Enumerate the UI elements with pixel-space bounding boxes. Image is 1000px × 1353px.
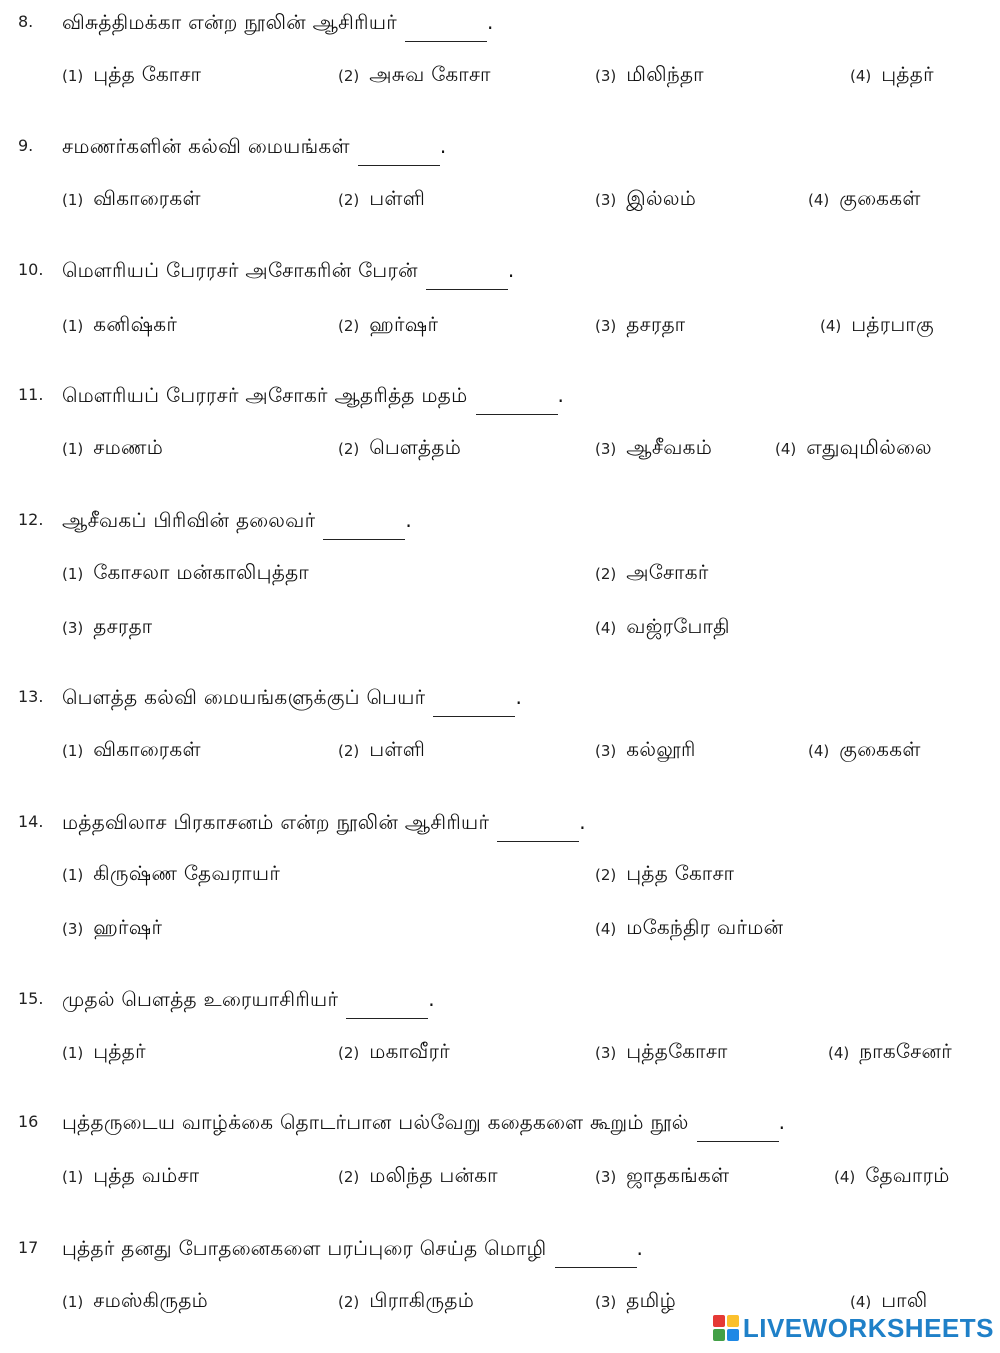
- option-3[interactable]: [595, 1031, 728, 1071]
- option-number: (4): [820, 317, 842, 335]
- question-text: மௌரியப் பேரரசர் அசோகரின் பேரன்: [62, 258, 418, 282]
- option-text: ஹர்ஷர்: [369, 312, 439, 336]
- option-number: (4): [834, 1168, 856, 1186]
- option-number: (1): [62, 317, 84, 335]
- option-4[interactable]: [595, 606, 730, 646]
- option-text: தசரதா: [626, 312, 686, 336]
- answer-blank[interactable]: [426, 265, 508, 290]
- answer-blank[interactable]: [697, 1117, 779, 1142]
- option-number: (4): [775, 440, 797, 458]
- option-text: சமஸ்கிருதம்: [93, 1288, 209, 1312]
- option-number: (2): [338, 317, 360, 335]
- option-number: (2): [338, 742, 360, 760]
- question-number: 11.: [18, 385, 44, 404]
- option-text: கோசலா மன்காலிபுத்தா: [93, 560, 309, 584]
- option-3[interactable]: [595, 1280, 676, 1320]
- option-4[interactable]: [808, 178, 921, 218]
- option-text: மகாவீரர்: [369, 1039, 451, 1063]
- logo-square: [727, 1315, 739, 1327]
- option-3[interactable]: [595, 427, 712, 467]
- option-number: (1): [62, 565, 84, 583]
- option-number: (3): [595, 1168, 617, 1186]
- option-text: நாகசேனர்: [859, 1039, 952, 1063]
- question-text: மௌரியப் பேரரசர் அசோகர் ஆதரித்த மதம்: [62, 383, 468, 407]
- option-number: (4): [808, 742, 830, 760]
- option-number: (3): [595, 1293, 617, 1311]
- option-1[interactable]: [62, 427, 163, 467]
- question-text: முதல் பௌத்த உரையாசிரியர்: [62, 987, 339, 1011]
- answer-blank[interactable]: [497, 817, 579, 842]
- question-text: புத்தருடைய வாழ்க்கை தொடர்பான பல்வேறு கதைகளை கூறும் நூல்: [62, 1110, 689, 1134]
- option-text: புத்த கோசா: [626, 861, 735, 885]
- option-number: (2): [338, 1293, 360, 1311]
- option-text: கல்லூரி: [626, 737, 696, 761]
- option-4[interactable]: [828, 1031, 952, 1071]
- option-3[interactable]: [62, 907, 162, 947]
- question-number: 14.: [18, 812, 44, 831]
- option-4[interactable]: [775, 427, 932, 467]
- option-1[interactable]: [62, 853, 280, 893]
- option-number: (2): [338, 1168, 360, 1186]
- option-4[interactable]: [834, 1155, 950, 1195]
- option-1[interactable]: [62, 54, 201, 94]
- option-1[interactable]: [62, 178, 201, 218]
- question-number: 10.: [18, 260, 44, 279]
- option-text: புத்தகோசா: [626, 1039, 728, 1063]
- option-number: (2): [595, 866, 617, 884]
- option-text: பிராகிருதம்: [369, 1288, 475, 1312]
- answer-blank[interactable]: [358, 141, 440, 166]
- question-text: புத்தர் தனது போதனைகளை பரப்புரை செய்த மொழி: [62, 1236, 547, 1260]
- option-3[interactable]: [595, 304, 685, 344]
- option-text: புத்த வம்சா: [93, 1163, 200, 1187]
- option-number: (2): [595, 565, 617, 583]
- question-number: 16: [18, 1112, 39, 1131]
- option-number: (3): [595, 67, 617, 85]
- option-2[interactable]: [595, 853, 734, 893]
- option-2[interactable]: [338, 729, 425, 769]
- option-3[interactable]: [62, 606, 152, 646]
- question-number: 13.: [18, 687, 44, 706]
- option-number: (4): [850, 1293, 872, 1311]
- option-number: (2): [338, 440, 360, 458]
- question-text: மத்தவிலாச பிரகாசனம் என்ற நூலின் ஆசிரியர்: [62, 810, 490, 834]
- liveworksheets-watermark: [713, 1311, 994, 1345]
- option-number: (1): [62, 1168, 84, 1186]
- option-text: பத்ரபாகு: [851, 312, 934, 336]
- question-text: விசுத்திமக்கா என்ற நூலின் ஆசிரியர்: [62, 10, 398, 34]
- option-number: (3): [595, 742, 617, 760]
- watermark-text: LIVEWORKSHEETS: [742, 1312, 994, 1343]
- option-3[interactable]: [595, 729, 696, 769]
- question-text: ஆசீவகப் பிரிவின் தலைவர்: [62, 508, 316, 532]
- option-2[interactable]: [338, 178, 425, 218]
- option-2[interactable]: [595, 552, 709, 592]
- option-text: எதுவுமில்லை: [806, 435, 932, 459]
- question-number: 8.: [18, 12, 34, 31]
- option-text: ஹர்ஷர்: [93, 915, 163, 939]
- option-number: (2): [338, 191, 360, 209]
- question-text: சமணர்களின் கல்வி மையங்கள்: [62, 134, 350, 158]
- liveworksheets-logo-icon: [713, 1315, 739, 1341]
- option-2[interactable]: [338, 427, 461, 467]
- answer-blank[interactable]: [346, 994, 428, 1019]
- option-text: விகாரைகள்: [93, 737, 201, 761]
- option-text: கிருஷ்ண தேவராயர்: [93, 861, 281, 885]
- option-1[interactable]: [62, 1155, 199, 1195]
- option-text: மிலிந்தா: [626, 62, 704, 86]
- option-number: (4): [595, 619, 617, 637]
- option-text: பள்ளி: [369, 737, 426, 761]
- option-text: சமணம்: [93, 435, 164, 459]
- option-4[interactable]: [595, 907, 783, 947]
- option-text: ஜாதகங்கள்: [626, 1163, 730, 1187]
- option-text: மகேந்திர வர்மன்: [626, 915, 784, 939]
- option-3[interactable]: [595, 178, 696, 218]
- option-number: (3): [595, 440, 617, 458]
- option-number: (2): [338, 1044, 360, 1062]
- option-1[interactable]: [62, 552, 309, 592]
- option-number: (3): [595, 191, 617, 209]
- option-number: (4): [595, 920, 617, 938]
- answer-blank[interactable]: [405, 17, 487, 42]
- option-number: (4): [828, 1044, 850, 1062]
- option-2[interactable]: [338, 1031, 450, 1071]
- logo-square: [727, 1329, 739, 1341]
- option-text: குகைகள்: [839, 737, 921, 761]
- question-number: 17: [18, 1238, 39, 1257]
- logo-square: [713, 1329, 725, 1341]
- option-number: (1): [62, 1293, 84, 1311]
- option-text: தசரதா: [93, 614, 153, 638]
- option-number: (1): [62, 866, 84, 884]
- option-text: ஆசீவகம்: [626, 435, 713, 459]
- option-text: வஜ்ரபோதி: [626, 614, 730, 638]
- option-number: (4): [808, 191, 830, 209]
- answer-blank[interactable]: [555, 1243, 637, 1268]
- option-2[interactable]: [338, 1155, 498, 1195]
- option-3[interactable]: [595, 54, 704, 94]
- option-4[interactable]: [850, 54, 934, 94]
- option-text: பள்ளி: [369, 186, 426, 210]
- option-3[interactable]: [595, 1155, 729, 1195]
- option-number: (1): [62, 742, 84, 760]
- option-1[interactable]: [62, 304, 177, 344]
- option-text: இல்லம்: [626, 186, 697, 210]
- option-4[interactable]: [808, 729, 921, 769]
- option-number: (1): [62, 67, 84, 85]
- option-number: (3): [595, 317, 617, 335]
- option-number: (3): [62, 920, 84, 938]
- answer-blank[interactable]: [323, 515, 405, 540]
- option-text: புத்தர்: [93, 1039, 146, 1063]
- question-text: பௌத்த கல்வி மையங்களுக்குப் பெயர்: [62, 685, 426, 709]
- option-number: (3): [62, 619, 84, 637]
- question-number: 12.: [18, 510, 44, 529]
- option-text: அசோகர்: [626, 560, 709, 584]
- option-text: புத்த கோசா: [93, 62, 202, 86]
- option-text: அசுவ கோசா: [369, 62, 491, 86]
- option-number: (1): [62, 191, 84, 209]
- option-text: பாலி: [881, 1288, 928, 1312]
- question-number: 9.: [18, 136, 34, 155]
- option-1[interactable]: [62, 1031, 146, 1071]
- option-text: புத்தர்: [881, 62, 934, 86]
- option-text: பௌத்தம்: [369, 435, 462, 459]
- option-2[interactable]: [338, 304, 438, 344]
- logo-square: [713, 1315, 725, 1327]
- option-2[interactable]: [338, 1280, 474, 1320]
- option-text: குகைகள்: [839, 186, 921, 210]
- option-number: (1): [62, 440, 84, 458]
- option-1[interactable]: [62, 1280, 208, 1320]
- option-text: தேவாரம்: [865, 1163, 950, 1187]
- option-1[interactable]: [62, 729, 201, 769]
- option-text: தமிழ்: [626, 1288, 676, 1312]
- option-number: (2): [338, 67, 360, 85]
- option-number: (1): [62, 1044, 84, 1062]
- option-4[interactable]: [820, 304, 934, 344]
- answer-blank[interactable]: [476, 390, 558, 415]
- question-number: 15.: [18, 989, 44, 1008]
- option-text: மலிந்த பன்கா: [369, 1163, 498, 1187]
- option-2[interactable]: [338, 54, 491, 94]
- option-number: (4): [850, 67, 872, 85]
- option-text: கனிஷ்கர்: [93, 312, 178, 336]
- option-text: விகாரைகள்: [93, 186, 201, 210]
- answer-blank[interactable]: [433, 692, 515, 717]
- option-number: (3): [595, 1044, 617, 1062]
